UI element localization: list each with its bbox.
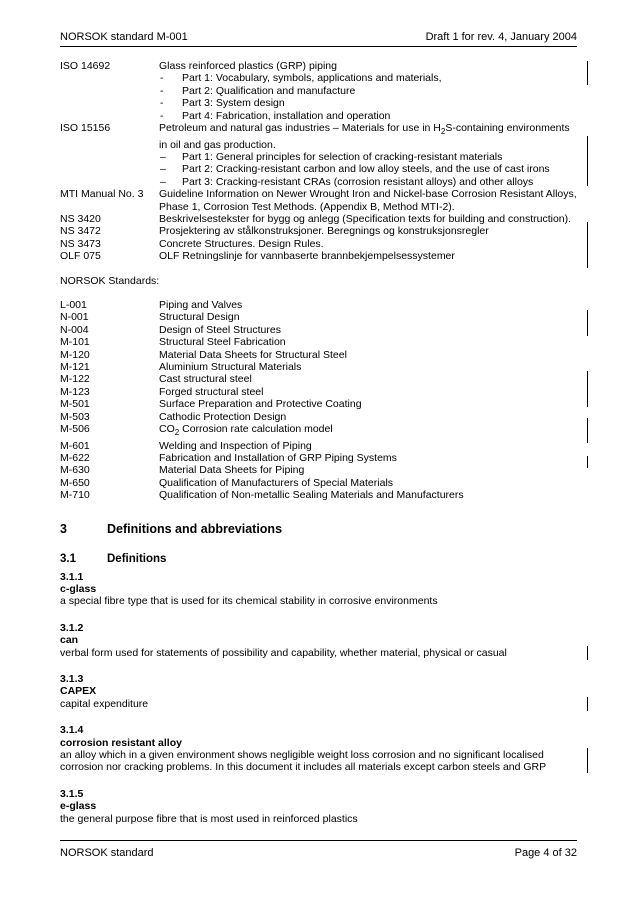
header-standard-name: NORSOK standard M-001 <box>60 31 188 43</box>
subsection-number: 3.1 <box>60 552 76 565</box>
standard-title: Forged structural steel <box>159 385 264 398</box>
definition-term: CAPEX <box>60 685 97 698</box>
standard-entry <box>60 423 580 440</box>
reference-part: Part 3: Cracking-resistant CRAs (corrosion resistant alloys) and other alloys <box>182 175 534 188</box>
definition-number: 3.1.4 <box>60 724 84 737</box>
standard-entry <box>60 452 580 464</box>
standard-code: M-506 <box>60 423 90 436</box>
standard-title: Material Data Sheets for Structural Steel <box>159 348 347 361</box>
standard-entry <box>60 349 580 361</box>
standard-code: M-710 <box>60 489 90 502</box>
reference-code: NS 3420 <box>60 212 101 225</box>
reference-part: Part 2: Cracking-resistant carbon and low alloy steels, and the use of cast irons <box>182 163 550 176</box>
definition-number: 3.1.3 <box>60 673 84 686</box>
standard-entry <box>60 477 580 489</box>
reference-code: NS 3472 <box>60 225 101 238</box>
reference-entry: ISO 14692 Glass reinforced plastics (GRP) piping - Part 1: Vocabulary, symbols, applications and materials, - Part 2: Qualification and manufacture - Part 3: System design - Part 4: Fabrication, installation and operation <box>60 60 580 122</box>
reference-title: Glass reinforced plastics (GRP) piping <box>159 60 337 72</box>
standard-entry <box>60 299 580 311</box>
standard-entry <box>60 386 580 398</box>
standard-code: M-630 <box>60 464 90 477</box>
standard-title: Welding and Inspection of Piping <box>159 439 312 452</box>
definition-text: the general purpose fibre that is most used in reinforced plastics <box>60 812 358 825</box>
reference-code: ISO 15156 <box>60 122 111 135</box>
change-bar <box>587 418 588 443</box>
reference-entry <box>60 225 580 237</box>
standard-title: Design of Steel Structures <box>159 323 281 336</box>
section-title: Definitions and abbreviations <box>107 521 283 536</box>
reference-entry <box>60 238 580 250</box>
standard-entry <box>60 324 580 336</box>
change-bar <box>587 646 588 660</box>
reference-part: Part 2: Qualification and manufacture <box>182 84 356 97</box>
reference-list <box>60 60 580 263</box>
definition-entry <box>60 724 580 774</box>
definition-number: 3.1.5 <box>60 787 84 800</box>
standard-title: Cathodic Protection Design <box>159 410 287 423</box>
page-footer <box>60 840 577 863</box>
standard-code: M-101 <box>60 336 90 349</box>
footer-page-number: Page 4 of 32 <box>514 847 577 859</box>
norsok-standards-list <box>60 299 580 502</box>
reference-entry <box>60 250 580 262</box>
definition-entry <box>60 571 580 608</box>
change-bar <box>587 697 588 711</box>
reference-title: Guideline Information on Newer Wrought Iron and Nickel-base Corrosion Resistant Alloys, Phase 1, Corrosion Test Methods. (Appendix B, Method MTI-2). <box>159 188 577 213</box>
reference-entry <box>60 213 580 225</box>
standard-entry <box>60 373 580 385</box>
page-content <box>60 60 580 825</box>
standard-title: Material Data Sheets for Piping <box>159 464 305 477</box>
reference-code: OLF 075 <box>60 250 101 263</box>
definition-text: verbal form used for statements of possibility and capability, whether material, physical or casual <box>60 646 507 659</box>
standard-title: Fabrication and Installation of GRP Piping Systems <box>159 451 397 464</box>
definition-term: corrosion resistant alloy <box>60 736 182 749</box>
standard-entry <box>60 336 580 348</box>
standard-title: Aluminium Structural Materials <box>159 361 302 374</box>
standard-entry <box>60 398 580 410</box>
standard-entry <box>60 311 580 323</box>
section-number: 3 <box>60 521 67 536</box>
reference-part: Part 1: General principles for selection of cracking-resistant materials <box>182 150 503 163</box>
standard-title: $CO_2$ Corrosion rate calculation model <box>159 423 333 438</box>
standard-title: Piping and Valves <box>159 299 243 311</box>
definition-number: 3.1.2 <box>60 621 84 634</box>
standard-title: Structural Design <box>159 311 240 324</box>
subsection-title: Definitions <box>107 552 167 565</box>
standard-title: Qualification of Manufacturers of Special Materials <box>159 476 394 489</box>
reference-title: Petroleum and natural gas industries – Materials for use in $H_2S$-containing environments in oil and gas production. <box>159 122 570 151</box>
standard-code: M-501 <box>60 398 90 411</box>
change-bar <box>587 61 588 85</box>
definition-term: can <box>60 634 79 647</box>
change-bar <box>587 456 588 468</box>
norsok-standards-label: NORSOK Standards: <box>60 274 160 287</box>
standard-entry <box>60 440 580 452</box>
reference-title: Beskrivelsestekster for bygg og anlegg (Specification texts for building and construction). <box>159 212 572 225</box>
standard-code: M-123 <box>60 385 90 398</box>
definition-text: a special fibre type that is used for its chemical stability in corrosive environments <box>60 595 438 608</box>
reference-entry: ISO 15156 Petroleum and natural gas industries – Materials for use in $H_2S$-containing environments in oil and gas production. – Part 1: General principles for selection of cracking-resistant materials – Part 2: Cracking-resistant carbon and low alloy steels, and the use of cast irons – Part 3: Cracking-resistant CRAs (corrosion resistant alloys) and other alloys <box>60 122 580 188</box>
definition-text: an alloy which in a given environment shows negligible weight loss corrosion and no significant localised corrosion nor cracking problems. In this document it includes all materials except carbon steels and GRP <box>60 749 547 774</box>
reference-title: OLF Retningslinje for vannbaserte brannbekjempelsessystemer <box>159 250 455 263</box>
change-bar <box>587 310 588 336</box>
standard-code: M-122 <box>60 373 90 386</box>
footer-standard-name: NORSOK standard <box>60 847 154 859</box>
standard-title: Surface Preparation and Protective Coating <box>159 398 362 411</box>
standard-code: M-622 <box>60 451 90 464</box>
standard-code: M-650 <box>60 476 90 489</box>
definition-entry <box>60 673 580 710</box>
change-bar <box>587 748 588 773</box>
change-bar <box>587 222 588 268</box>
standard-code: M-601 <box>60 439 90 452</box>
reference-part: Part 1: Vocabulary, symbols, applications and materials, <box>182 72 442 85</box>
section-heading <box>60 522 580 537</box>
definition-term: e-glass <box>60 800 97 813</box>
reference-code: NS 3473 <box>60 237 101 250</box>
definition-text: capital expenditure <box>60 697 149 710</box>
standard-code: L-001 <box>60 299 87 311</box>
definition-term: c-glass <box>60 583 97 595</box>
reference-entry <box>60 188 580 213</box>
reference-code: ISO 14692 <box>60 60 111 72</box>
standard-title: Cast structural steel <box>159 373 252 386</box>
standard-code: M-120 <box>60 348 90 361</box>
standard-code: N-001 <box>60 311 89 324</box>
reference-part: Part 4: Fabrication, installation and operation <box>182 109 391 122</box>
definition-number: 3.1.1 <box>60 570 84 583</box>
page-header <box>60 30 577 47</box>
standard-entry <box>60 361 580 373</box>
standard-entry <box>60 464 580 476</box>
subsection-heading <box>60 552 580 566</box>
reference-title: Prosjektering av stålkonstruksjoner. Beregnings og konstruksjonsregler <box>159 225 489 238</box>
header-draft-info: Draft 1 for rev. 4, January 2004 <box>425 31 577 43</box>
standard-entry <box>60 489 580 501</box>
standard-code: M-503 <box>60 410 90 423</box>
standard-code: N-004 <box>60 323 89 336</box>
standard-code: M-121 <box>60 361 90 374</box>
change-bar <box>587 136 588 186</box>
definition-entry <box>60 622 580 659</box>
change-bar <box>587 371 588 407</box>
reference-code: MTI Manual No. 3 <box>60 188 144 201</box>
definition-entry <box>60 788 580 825</box>
reference-part: Part 3: System design <box>182 97 285 110</box>
reference-title: Concrete Structures. Design Rules. <box>159 237 324 250</box>
standard-entry <box>60 411 580 423</box>
standard-title: Qualification of Non-metallic Sealing Materials and Manufacturers <box>159 489 464 502</box>
standard-title: Structural Steel Fabrication <box>159 336 286 349</box>
